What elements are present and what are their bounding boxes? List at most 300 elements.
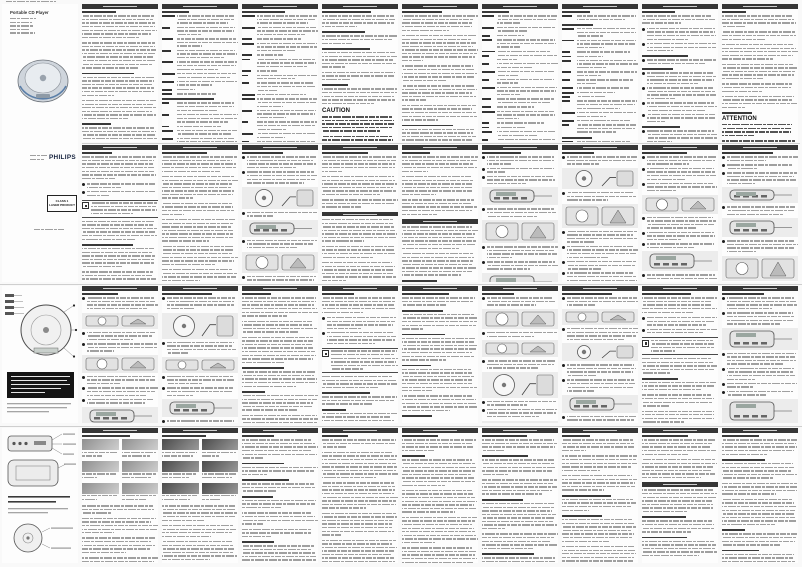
text-line bbox=[642, 493, 717, 494]
page-header-title bbox=[183, 147, 216, 148]
section-heading bbox=[322, 392, 370, 394]
control-item bbox=[162, 15, 238, 26]
control-label bbox=[242, 27, 257, 29]
text-line bbox=[257, 137, 285, 138]
section-heading bbox=[402, 435, 438, 437]
control-label bbox=[482, 111, 497, 113]
page-header-title bbox=[183, 6, 216, 7]
step-number bbox=[242, 171, 245, 174]
text-line bbox=[647, 134, 717, 135]
text-line bbox=[247, 175, 317, 176]
text-line bbox=[82, 30, 157, 31]
text-line bbox=[257, 30, 318, 31]
section-heading bbox=[162, 435, 206, 437]
text-line bbox=[82, 111, 152, 112]
text-line bbox=[242, 399, 317, 400]
figure-drawing bbox=[722, 218, 798, 237]
text-line bbox=[322, 280, 346, 281]
text-line bbox=[322, 19, 395, 20]
text-line bbox=[10, 18, 36, 19]
control-description bbox=[497, 71, 558, 78]
page-header-bar bbox=[562, 286, 638, 291]
figure-illustration bbox=[722, 399, 798, 423]
text-line bbox=[202, 477, 232, 478]
text-line bbox=[727, 210, 794, 211]
text-line bbox=[402, 89, 477, 90]
step-number bbox=[162, 342, 165, 345]
callout-label bbox=[63, 434, 75, 435]
text-line bbox=[402, 356, 475, 357]
section-heading bbox=[562, 515, 602, 517]
text-line bbox=[177, 110, 218, 111]
manual-page bbox=[722, 286, 798, 423]
text-line bbox=[487, 367, 538, 368]
text-line bbox=[402, 497, 475, 498]
text-line bbox=[322, 443, 395, 444]
control-description bbox=[177, 27, 238, 38]
step-item bbox=[82, 343, 158, 354]
player-button bbox=[263, 229, 269, 232]
control-label bbox=[482, 122, 497, 124]
text-line bbox=[402, 477, 475, 478]
text-line bbox=[647, 274, 715, 275]
step-item bbox=[642, 168, 718, 182]
text-line bbox=[322, 120, 394, 121]
text-line bbox=[162, 516, 235, 517]
text-line bbox=[82, 505, 153, 506]
step-text bbox=[567, 156, 638, 167]
helpful-hints-box bbox=[82, 200, 158, 218]
text-line bbox=[162, 167, 237, 168]
text-line bbox=[242, 304, 314, 305]
control-description bbox=[177, 114, 238, 125]
text-line bbox=[642, 524, 714, 525]
text-line bbox=[177, 133, 231, 134]
text-line bbox=[402, 257, 474, 258]
control-label bbox=[482, 39, 497, 41]
text-line bbox=[402, 383, 472, 384]
control-label-text bbox=[162, 50, 171, 52]
page-header-bar bbox=[642, 428, 718, 433]
text-line bbox=[487, 265, 558, 266]
control-label-text bbox=[562, 60, 571, 62]
text-line bbox=[82, 262, 155, 263]
player-button bbox=[521, 197, 527, 200]
text-line bbox=[577, 51, 630, 52]
step-number bbox=[482, 409, 485, 412]
text-line bbox=[162, 171, 220, 172]
control-label bbox=[242, 15, 257, 17]
text-line bbox=[722, 96, 794, 97]
text-line bbox=[247, 179, 315, 180]
text-line bbox=[242, 446, 318, 447]
control-item bbox=[482, 131, 558, 138]
figure-drawing bbox=[642, 251, 718, 271]
text-line bbox=[322, 253, 395, 254]
step-photo bbox=[202, 483, 239, 494]
text-line bbox=[322, 237, 396, 238]
text-line bbox=[562, 557, 634, 558]
text-line bbox=[242, 395, 318, 396]
text-line bbox=[177, 118, 238, 119]
text-line bbox=[82, 100, 157, 101]
disc-hub bbox=[582, 350, 586, 354]
text-line bbox=[82, 178, 116, 179]
control-description bbox=[257, 94, 318, 98]
step-text bbox=[487, 409, 558, 420]
text-line bbox=[322, 66, 345, 67]
text-line bbox=[257, 110, 316, 111]
cover-footer-text bbox=[34, 229, 64, 233]
text-line bbox=[257, 102, 316, 103]
text-line bbox=[322, 452, 392, 453]
text-line bbox=[82, 248, 154, 249]
page-header-bar bbox=[562, 4, 638, 9]
control-label bbox=[562, 40, 577, 42]
text-line bbox=[322, 387, 379, 388]
text-line bbox=[567, 268, 601, 269]
section-heading bbox=[322, 11, 371, 13]
player-display bbox=[496, 278, 516, 282]
text-line bbox=[87, 339, 133, 340]
text-line bbox=[242, 467, 318, 468]
control-description bbox=[577, 71, 638, 78]
player-button bbox=[752, 342, 758, 345]
text-line bbox=[242, 406, 312, 407]
control-label bbox=[162, 126, 177, 128]
helpful-hints-text bbox=[331, 350, 398, 371]
callout-number bbox=[73, 304, 75, 306]
control-item bbox=[562, 60, 638, 71]
step-photo bbox=[202, 461, 239, 472]
text-line bbox=[242, 487, 316, 488]
text-line bbox=[402, 226, 472, 227]
control-description bbox=[257, 141, 318, 142]
text-line bbox=[242, 331, 298, 332]
text-line bbox=[82, 118, 128, 119]
text-line bbox=[177, 15, 234, 16]
text-line bbox=[322, 160, 396, 161]
text-line bbox=[257, 43, 317, 44]
text-line bbox=[87, 343, 158, 344]
step-text bbox=[727, 297, 798, 311]
step-text bbox=[647, 274, 718, 282]
text-line bbox=[402, 504, 474, 505]
text-line bbox=[642, 520, 712, 521]
manual-page bbox=[642, 428, 718, 563]
control-label bbox=[242, 75, 257, 77]
step-item bbox=[562, 364, 638, 378]
page-header-bar bbox=[322, 428, 398, 433]
step-number bbox=[82, 399, 85, 402]
text-line bbox=[497, 111, 554, 112]
section-heading bbox=[722, 11, 746, 13]
text-line bbox=[642, 548, 715, 549]
text-line bbox=[322, 403, 373, 404]
step-item bbox=[642, 329, 718, 336]
player-display bbox=[256, 225, 276, 229]
text-line bbox=[322, 262, 392, 263]
control-label-text bbox=[242, 43, 254, 45]
control-label-text bbox=[242, 70, 251, 72]
photo-step bbox=[122, 439, 159, 459]
text-line bbox=[242, 308, 317, 309]
control-item bbox=[242, 121, 318, 132]
text-line bbox=[82, 545, 155, 546]
text-line bbox=[242, 402, 313, 403]
panel-disc bbox=[256, 256, 268, 268]
text-line bbox=[322, 557, 394, 558]
laser-class-label bbox=[47, 195, 77, 212]
control-label bbox=[162, 73, 177, 75]
text-line bbox=[647, 117, 715, 118]
step-number bbox=[82, 376, 85, 379]
photo-step bbox=[162, 439, 199, 459]
text-line bbox=[177, 65, 236, 66]
text-line bbox=[167, 352, 188, 353]
step-text bbox=[487, 246, 558, 260]
text-line bbox=[642, 297, 717, 298]
text-line bbox=[402, 443, 473, 444]
text-line bbox=[722, 87, 791, 88]
text-line bbox=[177, 77, 230, 78]
text-line bbox=[577, 83, 596, 84]
row-separator bbox=[0, 284, 802, 285]
page-header-title bbox=[103, 288, 136, 289]
step-photo bbox=[162, 439, 199, 450]
text-line bbox=[647, 98, 675, 99]
text-line bbox=[322, 507, 366, 508]
control-label-text bbox=[162, 73, 175, 75]
page-header-title bbox=[263, 6, 296, 7]
text-line bbox=[402, 96, 476, 97]
manual-page bbox=[482, 428, 558, 563]
page-header-bar bbox=[82, 4, 158, 9]
step-text bbox=[647, 329, 718, 336]
text-line bbox=[722, 499, 792, 500]
text-line bbox=[647, 163, 689, 164]
section-heading bbox=[402, 455, 425, 457]
text-line bbox=[402, 470, 475, 471]
step-number bbox=[482, 208, 485, 211]
text-line bbox=[257, 94, 306, 95]
section-header-title bbox=[423, 221, 456, 222]
text-line bbox=[331, 361, 396, 362]
text-line bbox=[482, 510, 552, 511]
step-number bbox=[162, 376, 165, 379]
control-label-text bbox=[162, 61, 173, 63]
text-line bbox=[647, 79, 714, 80]
player-display bbox=[176, 404, 196, 408]
player-button bbox=[592, 405, 598, 408]
text-line bbox=[82, 252, 153, 253]
text-line bbox=[647, 141, 672, 142]
text-line bbox=[8, 512, 48, 513]
text-line bbox=[322, 473, 398, 474]
control-item bbox=[162, 93, 238, 97]
text-line bbox=[727, 308, 772, 309]
text-line bbox=[487, 297, 553, 298]
step-number bbox=[162, 297, 165, 300]
text-line bbox=[722, 67, 797, 68]
step-item bbox=[562, 192, 638, 203]
text-line bbox=[257, 38, 301, 39]
text-line bbox=[87, 383, 121, 384]
text-line bbox=[402, 551, 476, 552]
control-description bbox=[497, 139, 558, 142]
figure-drawing bbox=[162, 357, 238, 373]
step-number bbox=[642, 130, 645, 133]
text-line bbox=[257, 54, 283, 55]
text-line bbox=[322, 497, 398, 498]
text-line bbox=[82, 221, 155, 222]
text-line bbox=[487, 171, 505, 172]
button-shape bbox=[5, 294, 14, 297]
text-line bbox=[257, 34, 305, 35]
device-part bbox=[297, 190, 313, 206]
section-heading bbox=[402, 125, 453, 127]
text-line bbox=[642, 541, 714, 542]
text-line bbox=[6, 1, 56, 2]
figure-drawing bbox=[722, 399, 798, 423]
text-line bbox=[642, 466, 713, 467]
text-line bbox=[327, 321, 395, 322]
text-line bbox=[727, 383, 797, 384]
caution-heading: CAUTION bbox=[322, 108, 351, 115]
step-number bbox=[242, 240, 245, 243]
text-line bbox=[402, 558, 477, 559]
text-line bbox=[402, 399, 476, 400]
text-line bbox=[402, 210, 472, 211]
text-line bbox=[482, 470, 552, 471]
callout-number bbox=[75, 329, 77, 331]
step-text bbox=[87, 376, 158, 387]
text-line bbox=[167, 297, 235, 298]
text-line bbox=[647, 83, 698, 84]
text-line bbox=[82, 95, 114, 96]
control-label-text bbox=[562, 112, 575, 114]
text-line bbox=[322, 504, 396, 505]
text-line bbox=[322, 297, 395, 298]
text-line bbox=[322, 400, 394, 401]
text-line bbox=[562, 489, 604, 490]
text-line bbox=[482, 503, 555, 504]
text-line bbox=[497, 131, 555, 132]
text-line bbox=[577, 28, 635, 29]
control-label-text bbox=[562, 100, 570, 102]
text-line bbox=[487, 304, 536, 305]
step-photo bbox=[122, 483, 159, 494]
control-label-text bbox=[562, 92, 574, 94]
text-line bbox=[177, 126, 221, 127]
step-item bbox=[82, 183, 158, 190]
text-line bbox=[87, 332, 155, 333]
text-line bbox=[487, 179, 555, 180]
text-line bbox=[82, 134, 155, 135]
step-number bbox=[642, 59, 645, 62]
text-line bbox=[177, 89, 195, 90]
text-line bbox=[331, 350, 397, 351]
text-line bbox=[162, 559, 210, 560]
figure-drawing bbox=[482, 372, 558, 398]
text-line bbox=[722, 83, 792, 84]
step-item bbox=[562, 379, 638, 393]
control-label-text bbox=[162, 114, 169, 116]
control-description bbox=[177, 126, 238, 130]
control-description bbox=[177, 50, 238, 61]
figure-illustration bbox=[482, 187, 558, 205]
step-number bbox=[722, 240, 725, 243]
step-item bbox=[642, 87, 718, 101]
control-label bbox=[162, 27, 177, 29]
section-heading bbox=[242, 496, 273, 498]
figure-illustration bbox=[82, 407, 158, 423]
text-line bbox=[87, 301, 155, 302]
text-line bbox=[242, 371, 315, 372]
control-item bbox=[482, 106, 558, 110]
text-line bbox=[177, 27, 235, 28]
text-line bbox=[722, 443, 796, 444]
step-photo bbox=[82, 483, 119, 494]
manual-page bbox=[82, 145, 158, 282]
photo-step-grid bbox=[162, 439, 238, 502]
figure-drawing bbox=[642, 195, 718, 214]
manual-page bbox=[642, 4, 718, 142]
step-text bbox=[567, 272, 638, 282]
control-label-text bbox=[162, 102, 169, 104]
control-label-text bbox=[162, 89, 172, 91]
panel-disc bbox=[576, 210, 588, 222]
text-line bbox=[242, 552, 315, 553]
figure-illustration bbox=[242, 187, 318, 209]
step-item bbox=[642, 43, 718, 54]
step-item bbox=[162, 342, 238, 356]
control-description bbox=[177, 15, 238, 26]
text-line bbox=[647, 114, 715, 115]
text-line bbox=[487, 257, 512, 258]
text-line bbox=[647, 59, 717, 60]
figure-drawing bbox=[162, 399, 238, 417]
section-heading bbox=[242, 541, 274, 543]
step-text bbox=[567, 192, 638, 203]
text-line bbox=[647, 28, 715, 29]
disc-hub bbox=[182, 323, 186, 327]
cover-website-text bbox=[30, 155, 47, 162]
text-line bbox=[257, 117, 286, 118]
section-heading bbox=[242, 152, 283, 154]
step-number bbox=[242, 156, 245, 159]
text-line bbox=[577, 100, 637, 101]
control-label-text bbox=[482, 35, 490, 37]
text-line bbox=[577, 43, 635, 44]
text-line bbox=[642, 450, 716, 451]
text-line bbox=[82, 532, 114, 533]
text-line bbox=[242, 315, 287, 316]
text-line bbox=[727, 353, 796, 354]
control-label-text bbox=[562, 71, 571, 73]
text-line bbox=[242, 549, 311, 550]
section-heading bbox=[722, 459, 765, 461]
player-display bbox=[736, 192, 756, 196]
control-description bbox=[497, 35, 558, 39]
text-line bbox=[567, 419, 634, 420]
text-line bbox=[647, 179, 686, 180]
section-heading bbox=[162, 11, 189, 13]
control-description bbox=[177, 38, 238, 49]
text-line bbox=[402, 92, 472, 93]
control-label-text bbox=[242, 98, 255, 100]
control-description bbox=[497, 122, 558, 126]
